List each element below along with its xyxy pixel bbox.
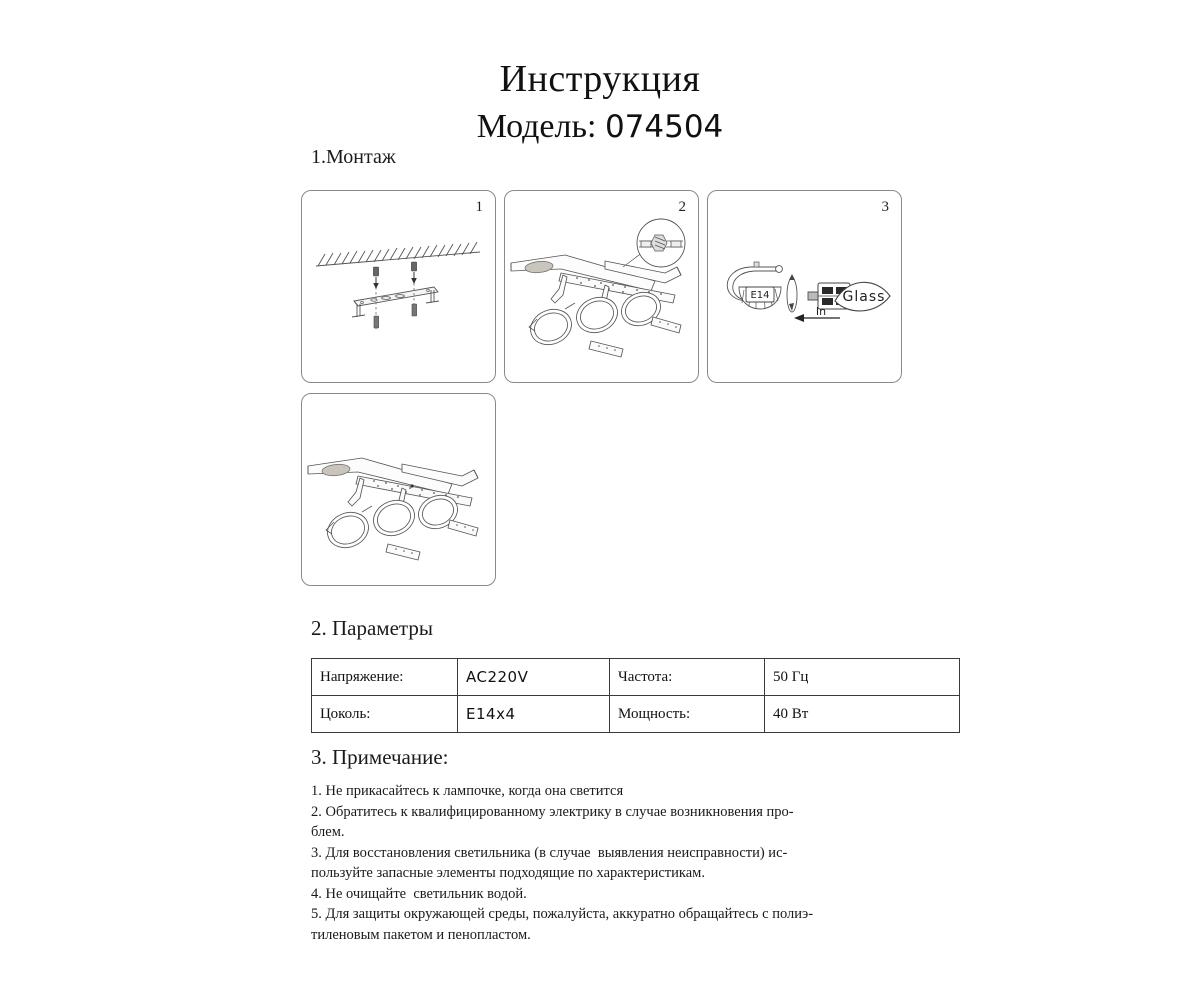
param-value-frequency: 50 Гц — [765, 659, 960, 696]
bulb-glass-diagram — [708, 191, 902, 383]
parameters-table — [311, 658, 960, 733]
model-label: Модель: — [476, 108, 597, 145]
socket-label: E14 — [750, 290, 770, 301]
param-label-frequency: Частота: — [610, 659, 765, 696]
model-number: 074504 — [604, 109, 724, 145]
glass-label: Glass — [842, 289, 886, 305]
section-heading-parameters: 2. Параметры — [311, 616, 433, 640]
note-line: блем. — [311, 824, 345, 840]
page-title: Инструкция — [499, 58, 701, 100]
section-heading-mounting: 1.Монтаж — [311, 146, 396, 168]
note-line: 5. Для защиты окружающей среды, пожалуйста, аккуратно обращайтесь с полиэ- — [311, 906, 814, 922]
param-value-voltage: AC220V — [458, 659, 610, 696]
ceiling-bracket-diagram — [302, 191, 496, 383]
param-value-power: 40 Вт — [765, 696, 960, 733]
section-heading-notes: 3. Примечание: — [311, 745, 449, 769]
param-label-power: Мощность: — [610, 696, 765, 733]
direction-label: In — [815, 305, 827, 318]
note-line: 3. Для восстановления светильника (в случае выявления неисправности) ис- — [311, 844, 788, 861]
illustration-panel-1 — [301, 190, 496, 383]
panel-number-2: 2 — [678, 199, 686, 215]
illustration-panel-3 — [707, 190, 902, 383]
note-line: 2. Обратитесь к квалифицированному электрику в случае возникновения про- — [311, 803, 794, 820]
param-value-socket: E14x4 — [458, 696, 610, 733]
param-label-socket: Цоколь: — [312, 696, 458, 733]
table-row — [312, 696, 960, 733]
table-row — [312, 659, 960, 696]
note-line: 4. Не очищайте светильник водой. — [311, 885, 527, 902]
param-label-voltage: Напряжение: — [312, 659, 458, 696]
panel-number-3: 3 — [881, 199, 889, 215]
detail-callout-circle — [637, 219, 685, 267]
notes-list — [311, 781, 897, 945]
model-line — [0, 107, 1200, 147]
illustration-panel-4 — [301, 393, 496, 586]
note-line: тиленовым пакетом и пенопластом. — [311, 926, 531, 943]
assembled-fixture-diagram — [302, 394, 496, 586]
illustration-panel-2 — [504, 190, 699, 383]
fixture-attachment-diagram — [505, 191, 699, 383]
panel-number-1: 1 — [475, 199, 483, 215]
note-line: 1. Не прикасайтесь к лампочке, когда она светится — [311, 783, 624, 799]
note-line: пользуйте запасные элементы подходящие по характеристикам. — [311, 865, 705, 881]
